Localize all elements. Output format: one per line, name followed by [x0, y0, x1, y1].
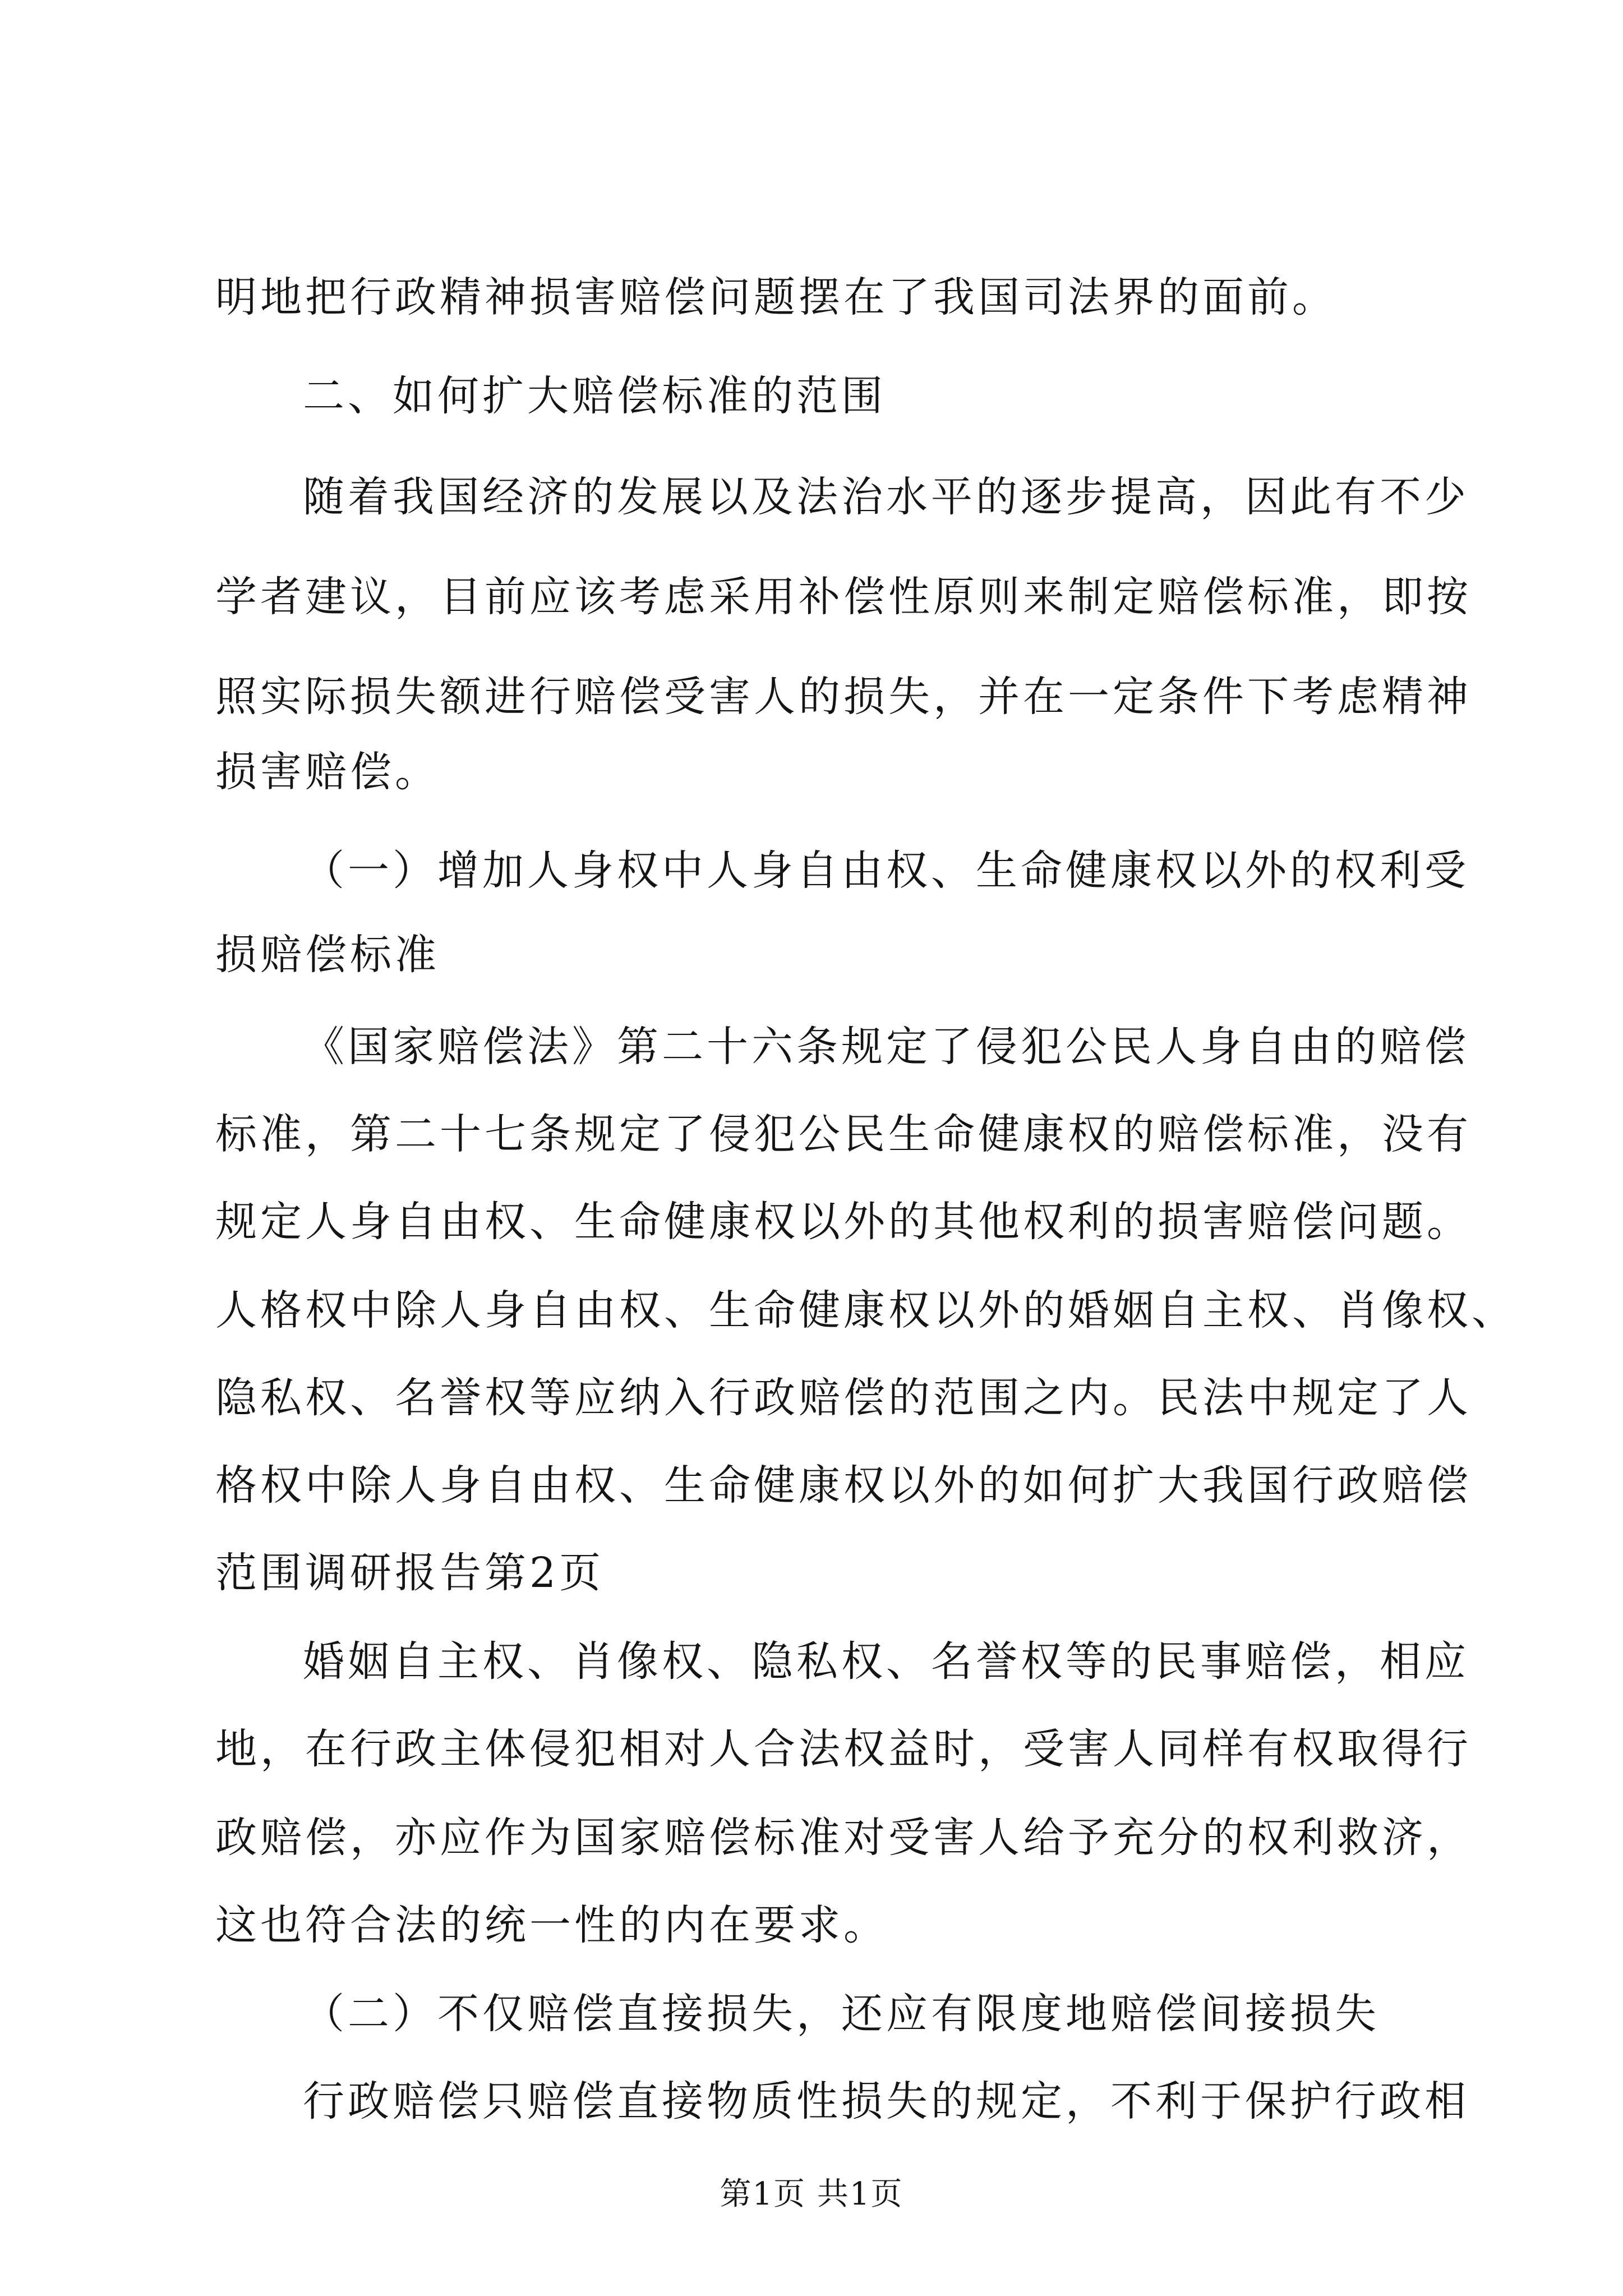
page-footer: 第1页 共1页 [720, 2176, 903, 2212]
paragraph-line: 照实际损失额进行赔偿受害人的损失，并在一定条件下考虑精神 [215, 673, 1472, 721]
paragraph-line: 学者建议，目前应该考虑采用补偿性原则来制定赔偿标准，即按 [215, 573, 1472, 621]
paragraph-line: 规定人身自由权、生命健康权以外的其他权利的损害赔偿问题。 [215, 1198, 1472, 1246]
paragraph-line: 随着我国经济的发展以及法治水平的逐步提高，因此有不少 [303, 473, 1469, 521]
paragraph-line: 地，在行政主体侵犯相对人合法权益时，受害人同样有权取得行 [215, 1725, 1472, 1773]
paragraph-line: 损害赔偿。 [215, 748, 440, 796]
paragraph-line: 范围调研报告第2页 [215, 1549, 605, 1597]
paragraph-line: 行政赔偿只赔偿直接物质性损失的规定，不利于保护行政相 [303, 2077, 1469, 2125]
subsection-heading: （二）不仅赔偿直接损失，还应有限度地赔偿间接损失 [303, 1990, 1380, 2038]
section-heading: 二、如何扩大赔偿标准的范围 [303, 372, 886, 420]
subsection-heading-cont: 损赔偿标准 [215, 931, 440, 979]
paragraph-line: 明地把行政精神损害赔偿问题摆在了我国司法界的面前。 [215, 273, 1337, 321]
paragraph-line: 政赔偿，亦应作为国家赔偿标准对受害人给予充分的权利救济， [215, 1814, 1472, 1862]
paragraph-line: 标准，第二十七条规定了侵犯公民生命健康权的赔偿标准，没有 [215, 1110, 1472, 1158]
paragraph-line: 婚姻自主权、肖像权、隐私权、名誉权等的民事赔偿，相应 [303, 1637, 1469, 1686]
paragraph-line: 《国家赔偿法》第二十六条规定了侵犯公民人身自由的赔偿 [303, 1023, 1469, 1071]
paragraph-line: 这也符合法的统一性的内在要求。 [215, 1901, 888, 1949]
paragraph-line: 人格权中除人身自由权、生命健康权以外的婚姻自主权、肖像权、 [215, 1286, 1516, 1335]
paragraph-line: 隐私权、名誉权等应纳入行政赔偿的范围之内。民法中规定了人 [215, 1374, 1472, 1422]
paragraph-line: 格权中除人身自由权、生命健康权以外的如何扩大我国行政赔偿 [215, 1461, 1472, 1510]
subsection-heading: （一）增加人身权中人身自由权、生命健康权以外的权利受 [303, 846, 1469, 895]
